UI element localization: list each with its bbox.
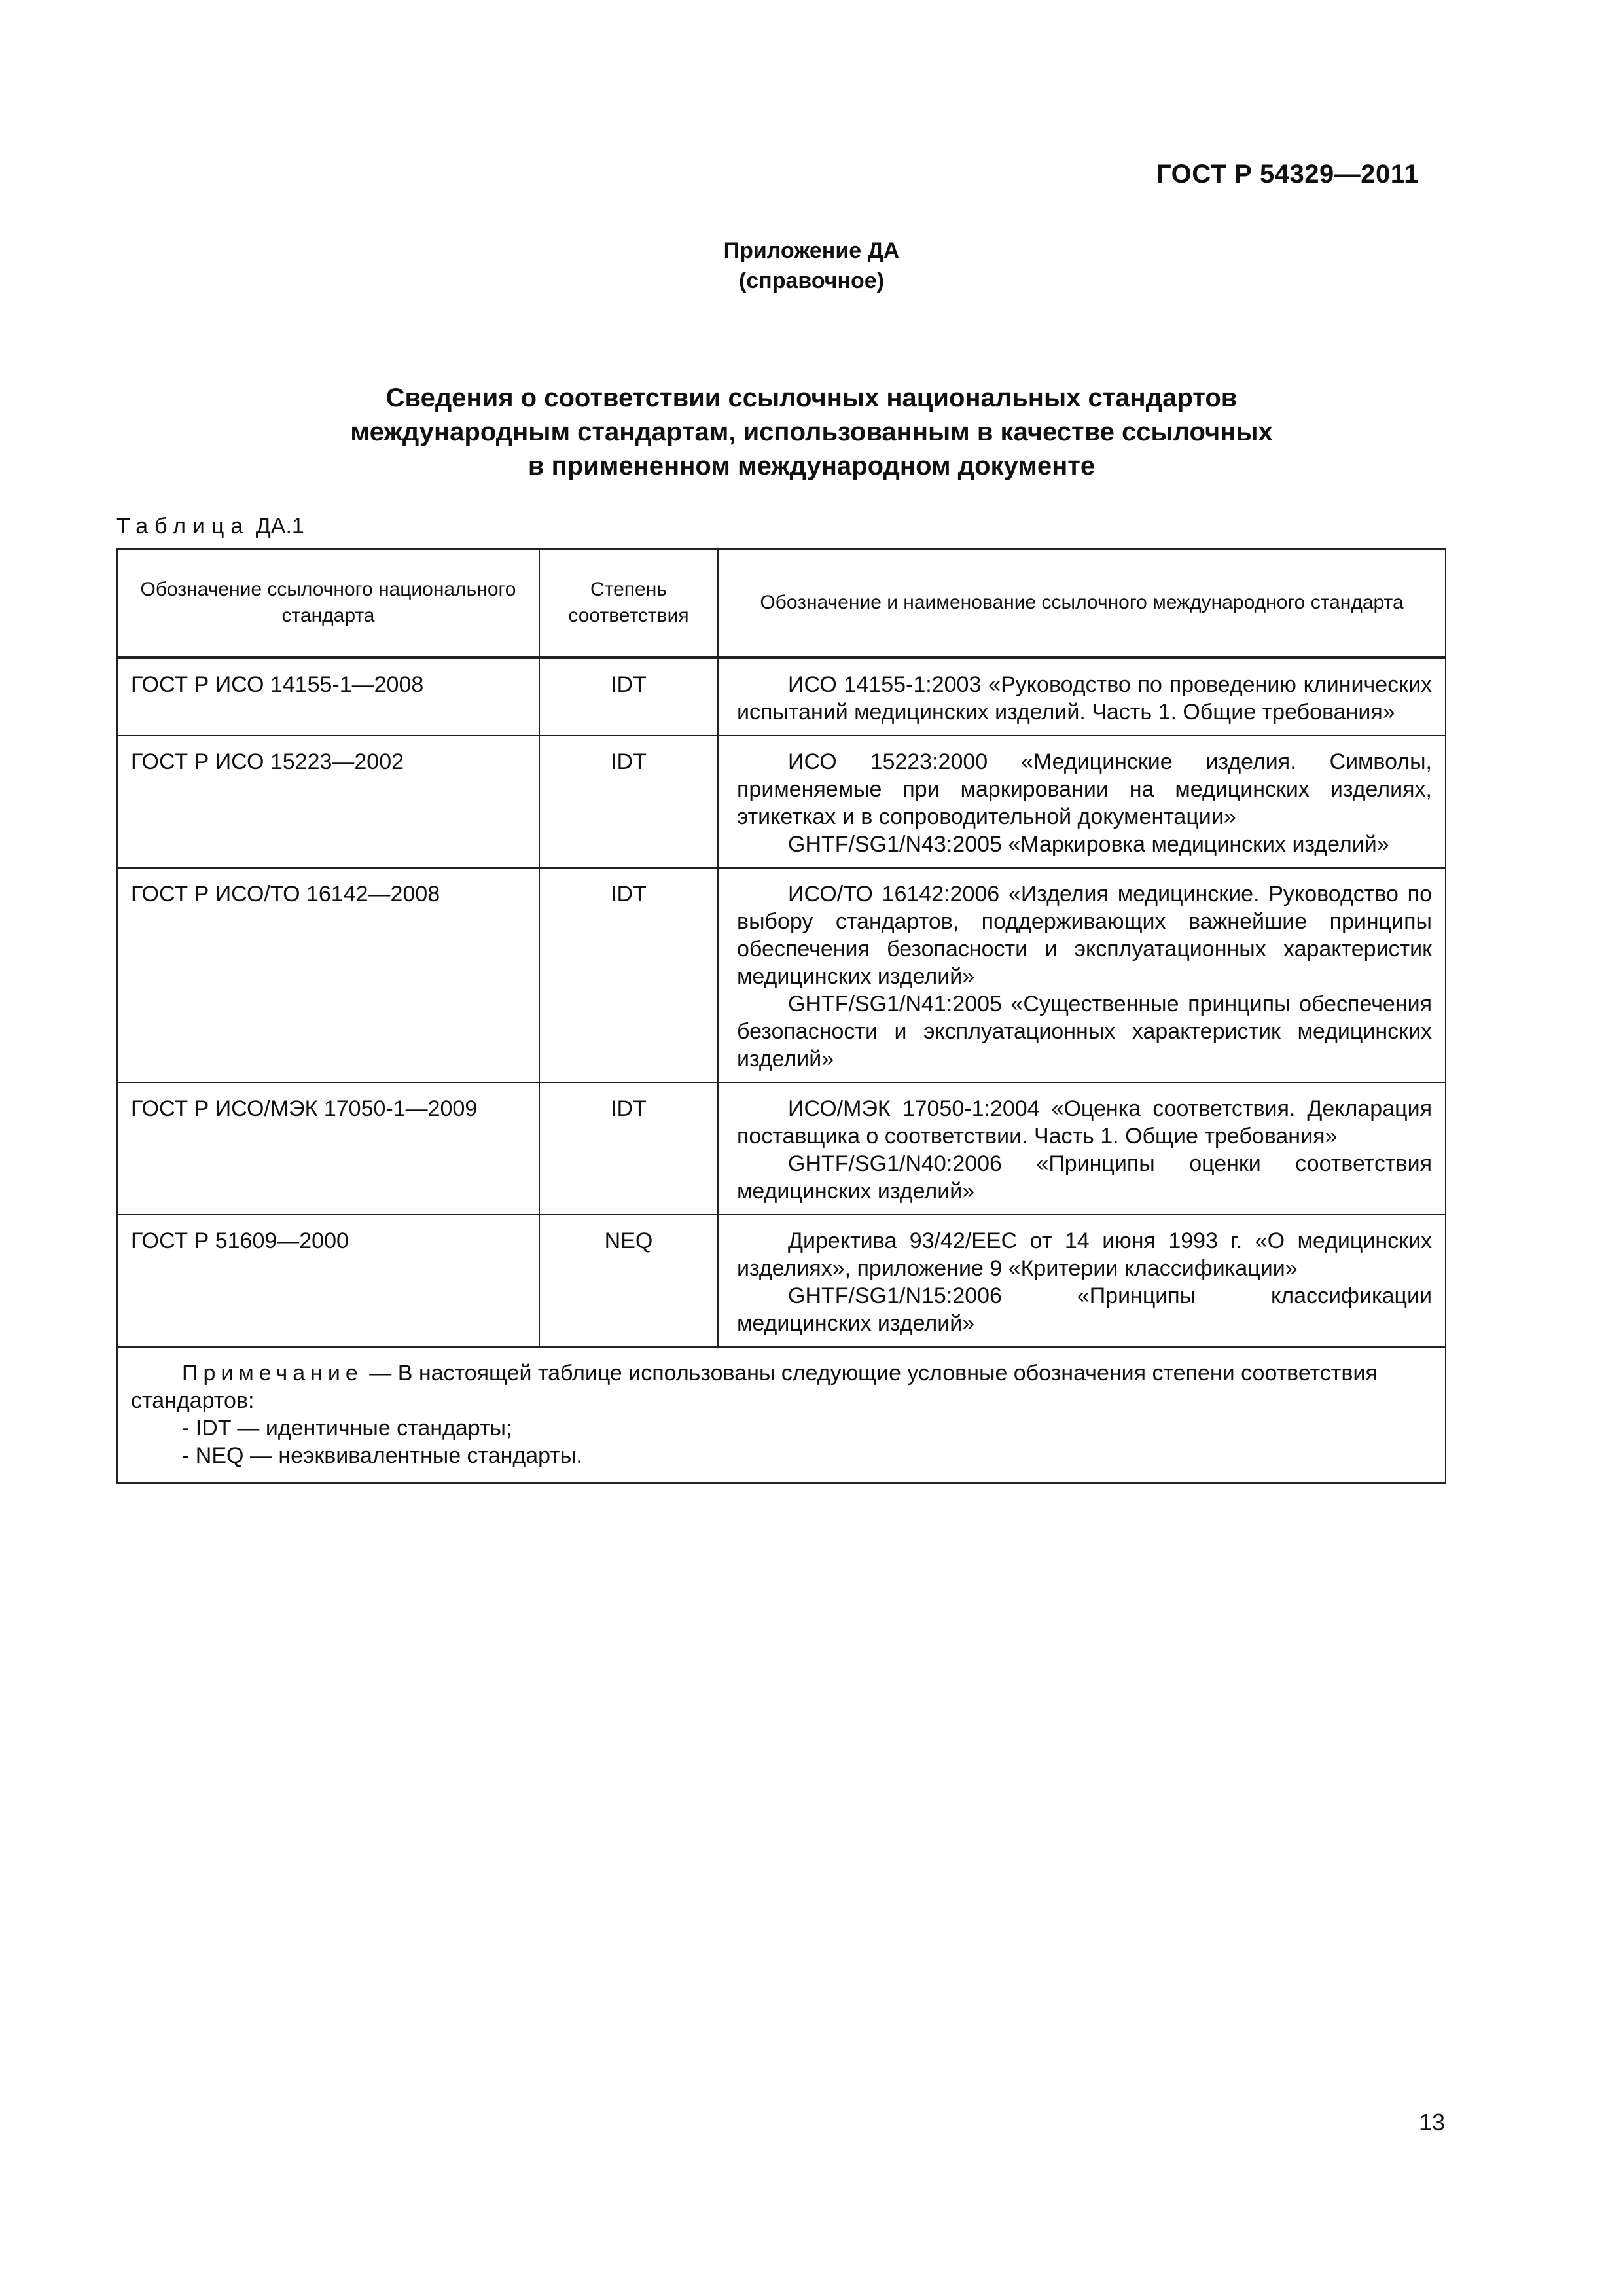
note-label: Примечание <box>182 1361 363 1386</box>
section-title-line: в примененном международном документе <box>527 452 1096 480</box>
international-standard-entry: ИСО 15223:2000 «Медицинские изделия. Символы, применяемые при маркировании на медицинских изделиях, этикетках и в сопроводительной документации» <box>737 749 1432 829</box>
degree-cell: IDT <box>539 1083 718 1215</box>
degree-cell: IDT <box>539 868 718 1083</box>
note-text <box>131 1359 1432 1414</box>
national-standard-cell: ГОСТ Р ИСО 15223—2002 <box>117 736 539 868</box>
section-title-line: международным стандартам, использованным в качестве ссылочных <box>350 418 1273 446</box>
table-label-number: ДА.1 <box>255 514 304 539</box>
table-label <box>116 514 304 539</box>
degree-cell: NEQ <box>539 1215 718 1347</box>
international-standard-cell <box>718 658 1446 736</box>
page-number: 13 <box>1418 2109 1445 2136</box>
national-standard-cell: ГОСТ Р ИСО/МЭК 17050-1—2009 <box>117 1083 539 1215</box>
table-row <box>117 736 1446 868</box>
note-item: - NEQ — неэквивалентные стандарты. <box>182 1443 582 1468</box>
table-row <box>117 1083 1446 1215</box>
international-standard-entry: GHTF/SG1/N43:2005 «Маркировка медицинских изделий» <box>788 832 1389 857</box>
international-standard-cell <box>718 736 1446 868</box>
section-title-line: Сведения о соответствии ссылочных национальных стандартов <box>385 384 1238 412</box>
appendix-heading <box>0 236 1623 296</box>
table-note-row <box>117 1347 1446 1483</box>
document-number: ГОСТ Р 54329—2011 <box>1156 160 1419 188</box>
international-standard-entry: ИСО/ТО 16142:2006 «Изделия медицинские. Руководство по выбору стандартов, поддерживающих важнейшие принципы обеспечения безопасности и эксплуатационных характеристик медицинских изделий» <box>737 882 1432 989</box>
national-standard-cell: ГОСТ Р ИСО 14155-1—2008 <box>117 658 539 736</box>
table-row <box>117 1215 1446 1347</box>
column-header-international: Обозначение и наименование ссылочного международного стандарта <box>718 549 1446 658</box>
table-row <box>117 868 1446 1083</box>
international-standard-cell <box>718 868 1446 1083</box>
table-note <box>117 1347 1446 1483</box>
table-header-row <box>117 549 1446 658</box>
international-standard-cell <box>718 1215 1446 1347</box>
note-item: - IDT — идентичные стандарты; <box>182 1416 512 1441</box>
degree-cell: IDT <box>539 736 718 868</box>
section-title <box>0 381 1623 483</box>
international-standard-entry: ИСО 14155-1:2003 «Руководство по проведению клинических испытаний медицинских изделий. Часть 1. Общие требования» <box>737 672 1432 725</box>
standards-table <box>116 548 1446 1484</box>
table-label-word: Таблица <box>116 514 250 539</box>
international-standard-entry: ИСО/МЭК 17050-1:2004 «Оценка соответствия. Декларация поставщика о соответствии. Часть 1. Общие требования» <box>737 1096 1432 1149</box>
international-standard-entry: GHTF/SG1/N40:2006 «Принципы оценки соответствия медицинских изделий» <box>737 1151 1432 1204</box>
table-row <box>117 658 1446 736</box>
appendix-title: Приложение ДА <box>723 238 900 263</box>
international-standard-entry: GHTF/SG1/N41:2005 «Существенные принципы обеспечения безопасности и эксплуатационных характеристик медицинских изделий» <box>737 992 1432 1071</box>
national-standard-cell: ГОСТ Р ИСО/ТО 16142—2008 <box>117 868 539 1083</box>
international-standard-entry: GHTF/SG1/N15:2006 «Принципы классификации медицинских изделий» <box>737 1283 1432 1336</box>
international-standard-cell <box>718 1083 1446 1215</box>
note-body: — В настоящей таблице использованы следующие условные обозначения степени соответствия стандартов: <box>131 1361 1378 1413</box>
appendix-status: (справочное) <box>738 268 885 293</box>
degree-cell: IDT <box>539 658 718 736</box>
national-standard-cell: ГОСТ Р 51609—2000 <box>117 1215 539 1347</box>
international-standard-entry: Директива 93/42/EEC от 14 июня 1993 г. «О медицинских изделиях», приложение 9 «Критерии классификации» <box>737 1229 1432 1281</box>
column-header-national: Обозначение ссылочного национального стандарта <box>117 549 539 658</box>
column-header-degree: Степень соответствия <box>539 549 718 658</box>
